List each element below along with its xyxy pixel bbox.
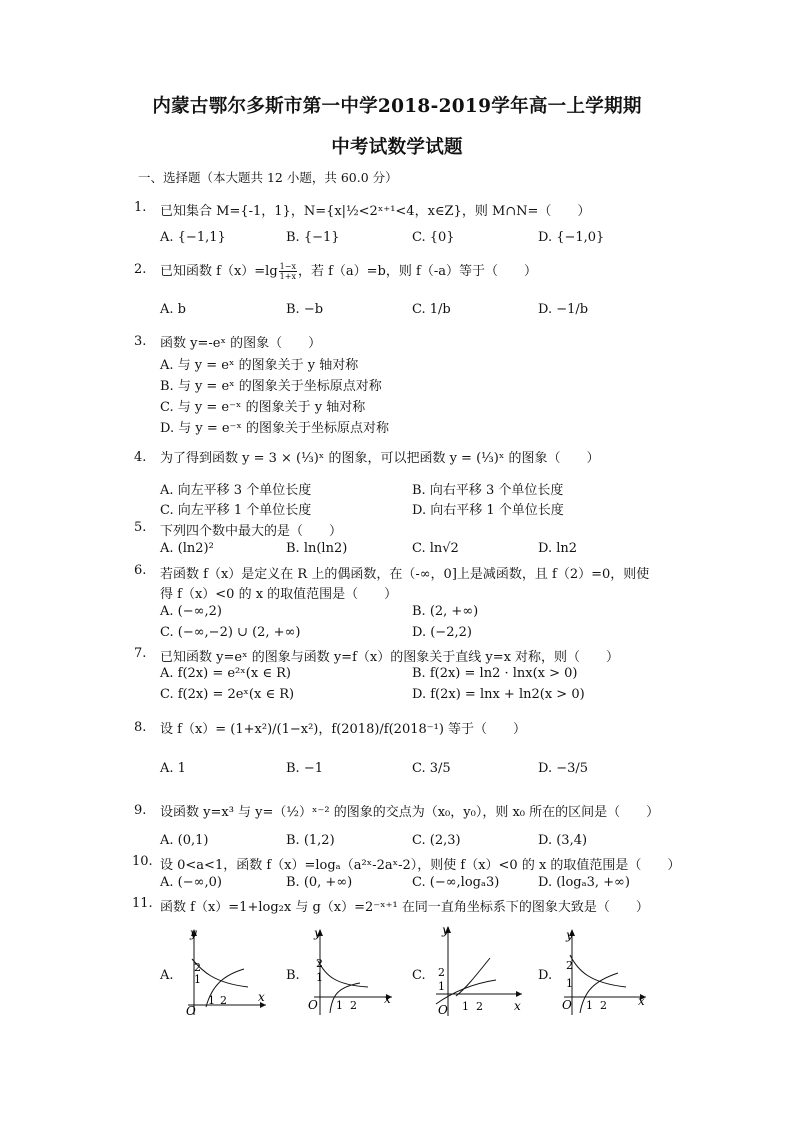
q10-number: 10. bbox=[132, 854, 153, 869]
tick-x-2: 2 bbox=[600, 999, 607, 1012]
q4-option-b: B. 向右平移 3 个单位长度 bbox=[412, 483, 564, 498]
q4-number: 4. bbox=[134, 450, 147, 465]
q2-option-c: C. 1/b bbox=[412, 302, 451, 317]
tick-x-1: 1 bbox=[336, 999, 343, 1012]
q1-option-a: A. {−1,1} bbox=[160, 230, 226, 245]
axis-x-label: x bbox=[384, 992, 391, 1006]
q6-option-d: D. (−2,2) bbox=[412, 625, 472, 640]
q4-stem: 为了得到函数 y = 3 × (⅓)ˣ 的图象，可以把函数 y = (⅓)ˣ 的图象（ ） bbox=[160, 451, 600, 466]
q4-option-a: A. 向左平移 3 个单位长度 bbox=[160, 483, 312, 498]
q10-option-c: C. (−∞,logₐ3) bbox=[412, 875, 500, 890]
q6-option-c: C. (−∞,−2) ∪ (2, +∞) bbox=[160, 625, 301, 640]
q11-option-a: A. bbox=[160, 968, 174, 983]
page-title-line1: 内蒙古鄂尔多斯市第一中学2018-2019学年高一上学期期 bbox=[152, 96, 642, 117]
q1-stem: 已知集合 M={-1，1}，N={x|½<2ˣ⁺¹<4，x∈Z}，则 M∩N=（ ） bbox=[160, 204, 591, 219]
tick-x-1: 1 bbox=[208, 994, 215, 1007]
axis-y-label: y bbox=[566, 928, 573, 942]
q1-option-b: B. {−1} bbox=[286, 230, 340, 245]
q11-graph-a bbox=[178, 925, 268, 1017]
axis-y-label: y bbox=[190, 926, 197, 940]
q9-option-b: B. (1,2) bbox=[286, 833, 335, 848]
q11-option-b: B. bbox=[286, 968, 300, 983]
q9-option-d: D. (3,4) bbox=[538, 833, 588, 848]
q4-option-d: D. 向右平移 1 个单位长度 bbox=[412, 503, 564, 518]
q5-option-d: D. ln2 bbox=[538, 541, 578, 556]
q11-number: 11. bbox=[132, 896, 153, 911]
tick-y-1: 1 bbox=[316, 971, 323, 984]
q2-stem: 已知函数 f（x）=lg $\frac{1-x}{1+x}$ ，若 f（a）=b，则 f（-a）等于（ ） bbox=[160, 262, 537, 281]
q2-option-d: D. −1/b bbox=[538, 302, 589, 317]
tick-y-1: 1 bbox=[194, 973, 201, 986]
q7-stem: 已知函数 y=eˣ 的图象与函数 y=f（x）的图象关于直线 y=x 对称，则（ ） bbox=[160, 650, 620, 665]
q3-option-b: B. 与 y = eˣ 的图象关于坐标原点对称 bbox=[160, 379, 382, 394]
q8-option-c: C. 3/5 bbox=[412, 761, 451, 776]
q11-graph-b bbox=[304, 925, 394, 1017]
q8-option-a: A. 1 bbox=[160, 761, 186, 776]
q7-option-b: B. f(2x) = ln2 · lnx(x > 0) bbox=[412, 666, 578, 681]
q2-option-a: A. b bbox=[160, 302, 186, 317]
q3-option-c: C. 与 y = e⁻ˣ 的图象关于 y 轴对称 bbox=[160, 400, 366, 415]
q1-option-d: D. {−1,0} bbox=[538, 230, 605, 245]
tick-x-1: 1 bbox=[462, 1000, 469, 1013]
q11-option-d: D. bbox=[538, 968, 553, 983]
origin-label: O bbox=[308, 998, 318, 1012]
q6-option-b: B. (2, +∞) bbox=[412, 604, 479, 619]
q1-option-c: C. {0} bbox=[412, 230, 455, 245]
tick-x-1: 1 bbox=[586, 999, 593, 1012]
q9-number: 9. bbox=[134, 803, 147, 818]
tick-y-1: 1 bbox=[566, 977, 573, 990]
q3-option-a: A. 与 y = eˣ 的图象关于 y 轴对称 bbox=[160, 358, 359, 373]
q5-option-c: C. ln√2 bbox=[412, 541, 459, 556]
q1-number: 1. bbox=[134, 200, 147, 215]
q7-option-d: D. f(2x) = lnx + ln2(x > 0) bbox=[412, 687, 585, 702]
q9-option-c: C. (2,3) bbox=[412, 833, 461, 848]
q7-option-c: C. f(2x) = 2eˣ(x ∈ R) bbox=[160, 687, 295, 702]
q3-stem: 函数 y=-eˣ 的图象（ ） bbox=[160, 336, 322, 351]
tick-x-2: 2 bbox=[476, 1000, 483, 1013]
q5-option-b: B. ln(ln2) bbox=[286, 541, 348, 556]
axis-x-label: x bbox=[638, 994, 645, 1008]
q11-option-c: C. bbox=[412, 968, 426, 983]
q10-option-d: D. (logₐ3, +∞) bbox=[538, 875, 630, 890]
origin-label: O bbox=[186, 1004, 196, 1017]
q10-option-b: B. (0, +∞) bbox=[286, 875, 353, 890]
origin-label: O bbox=[562, 998, 572, 1012]
q6-stem-line2: 得 f（x）<0 的 x 的取值范围是（ ） bbox=[160, 587, 398, 602]
q6-number: 6. bbox=[134, 563, 147, 578]
axis-x-label: x bbox=[514, 999, 521, 1013]
q4-option-c: C. 向左平移 1 个单位长度 bbox=[160, 503, 312, 518]
q11-stem: 函数 f（x）=1+log₂x 与 g（x）=2⁻ˣ⁺¹ 在同一直角坐标系下的图象大致是（ ） bbox=[160, 900, 649, 915]
q9-stem: 设函数 y=x³ 与 y=（½）ˣ⁻² 的图象的交点为（x₀，y₀），则 x₀ 所在的区间是（ ） bbox=[160, 805, 660, 820]
tick-x-2: 2 bbox=[350, 999, 357, 1012]
q3-number: 3. bbox=[134, 334, 147, 349]
q5-option-a: A. (ln2)² bbox=[160, 541, 214, 556]
axis-y-label: y bbox=[442, 923, 449, 937]
q11-graph-d bbox=[556, 925, 648, 1017]
q7-number: 7. bbox=[134, 646, 147, 661]
tick-y-1: 1 bbox=[438, 980, 445, 993]
q2-number: 2. bbox=[134, 262, 147, 277]
tick-y-2: 2 bbox=[316, 957, 323, 970]
tick-y-2: 2 bbox=[566, 959, 573, 972]
q5-stem: 下列四个数中最大的是（ ） bbox=[160, 524, 343, 539]
q6-option-a: A. (−∞,2) bbox=[160, 604, 222, 619]
q5-number: 5. bbox=[134, 520, 147, 535]
axis-x-label: x bbox=[258, 990, 265, 1004]
tick-y-2: 2 bbox=[194, 961, 201, 974]
q8-option-d: D. −3/5 bbox=[538, 761, 589, 776]
q11-graph-c bbox=[430, 922, 526, 1018]
q8-stem: 设 f（x）= (1+x²)/(1−x²)，f(2018)/f(2018⁻¹) 等于（ ） bbox=[160, 722, 527, 737]
q2-option-b: B. −b bbox=[286, 302, 324, 317]
q8-number: 8. bbox=[134, 720, 147, 735]
section-heading: 一、选择题（本大题共 12 小题，共 60.0 分） bbox=[138, 170, 398, 185]
page-title-line2: 中考试数学试题 bbox=[331, 137, 463, 158]
q9-option-a: A. (0,1) bbox=[160, 833, 209, 848]
q6-stem: 若函数 f（x）是定义在 R 上的偶函数，在（-∞，0]上是减函数，且 f（2）=0，则使 bbox=[160, 567, 650, 582]
axis-y-label: y bbox=[314, 926, 321, 940]
q10-option-a: A. (−∞,0) bbox=[160, 875, 222, 890]
q3-option-d: D. 与 y = e⁻ˣ 的图象关于坐标原点对称 bbox=[160, 421, 390, 436]
origin-label: O bbox=[438, 1003, 448, 1017]
q7-option-a: A. f(2x) = e²ˣ(x ∈ R) bbox=[160, 666, 291, 681]
tick-x-2: 2 bbox=[220, 994, 227, 1007]
tick-y-2: 2 bbox=[438, 966, 445, 979]
q8-option-b: B. −1 bbox=[286, 761, 323, 776]
q10-stem: 设 0<a<1，函数 f（x）=logₐ（a²ˣ-2aˣ-2），则使 f（x）<0 的 x 的取值范围是（ ） bbox=[160, 858, 681, 873]
